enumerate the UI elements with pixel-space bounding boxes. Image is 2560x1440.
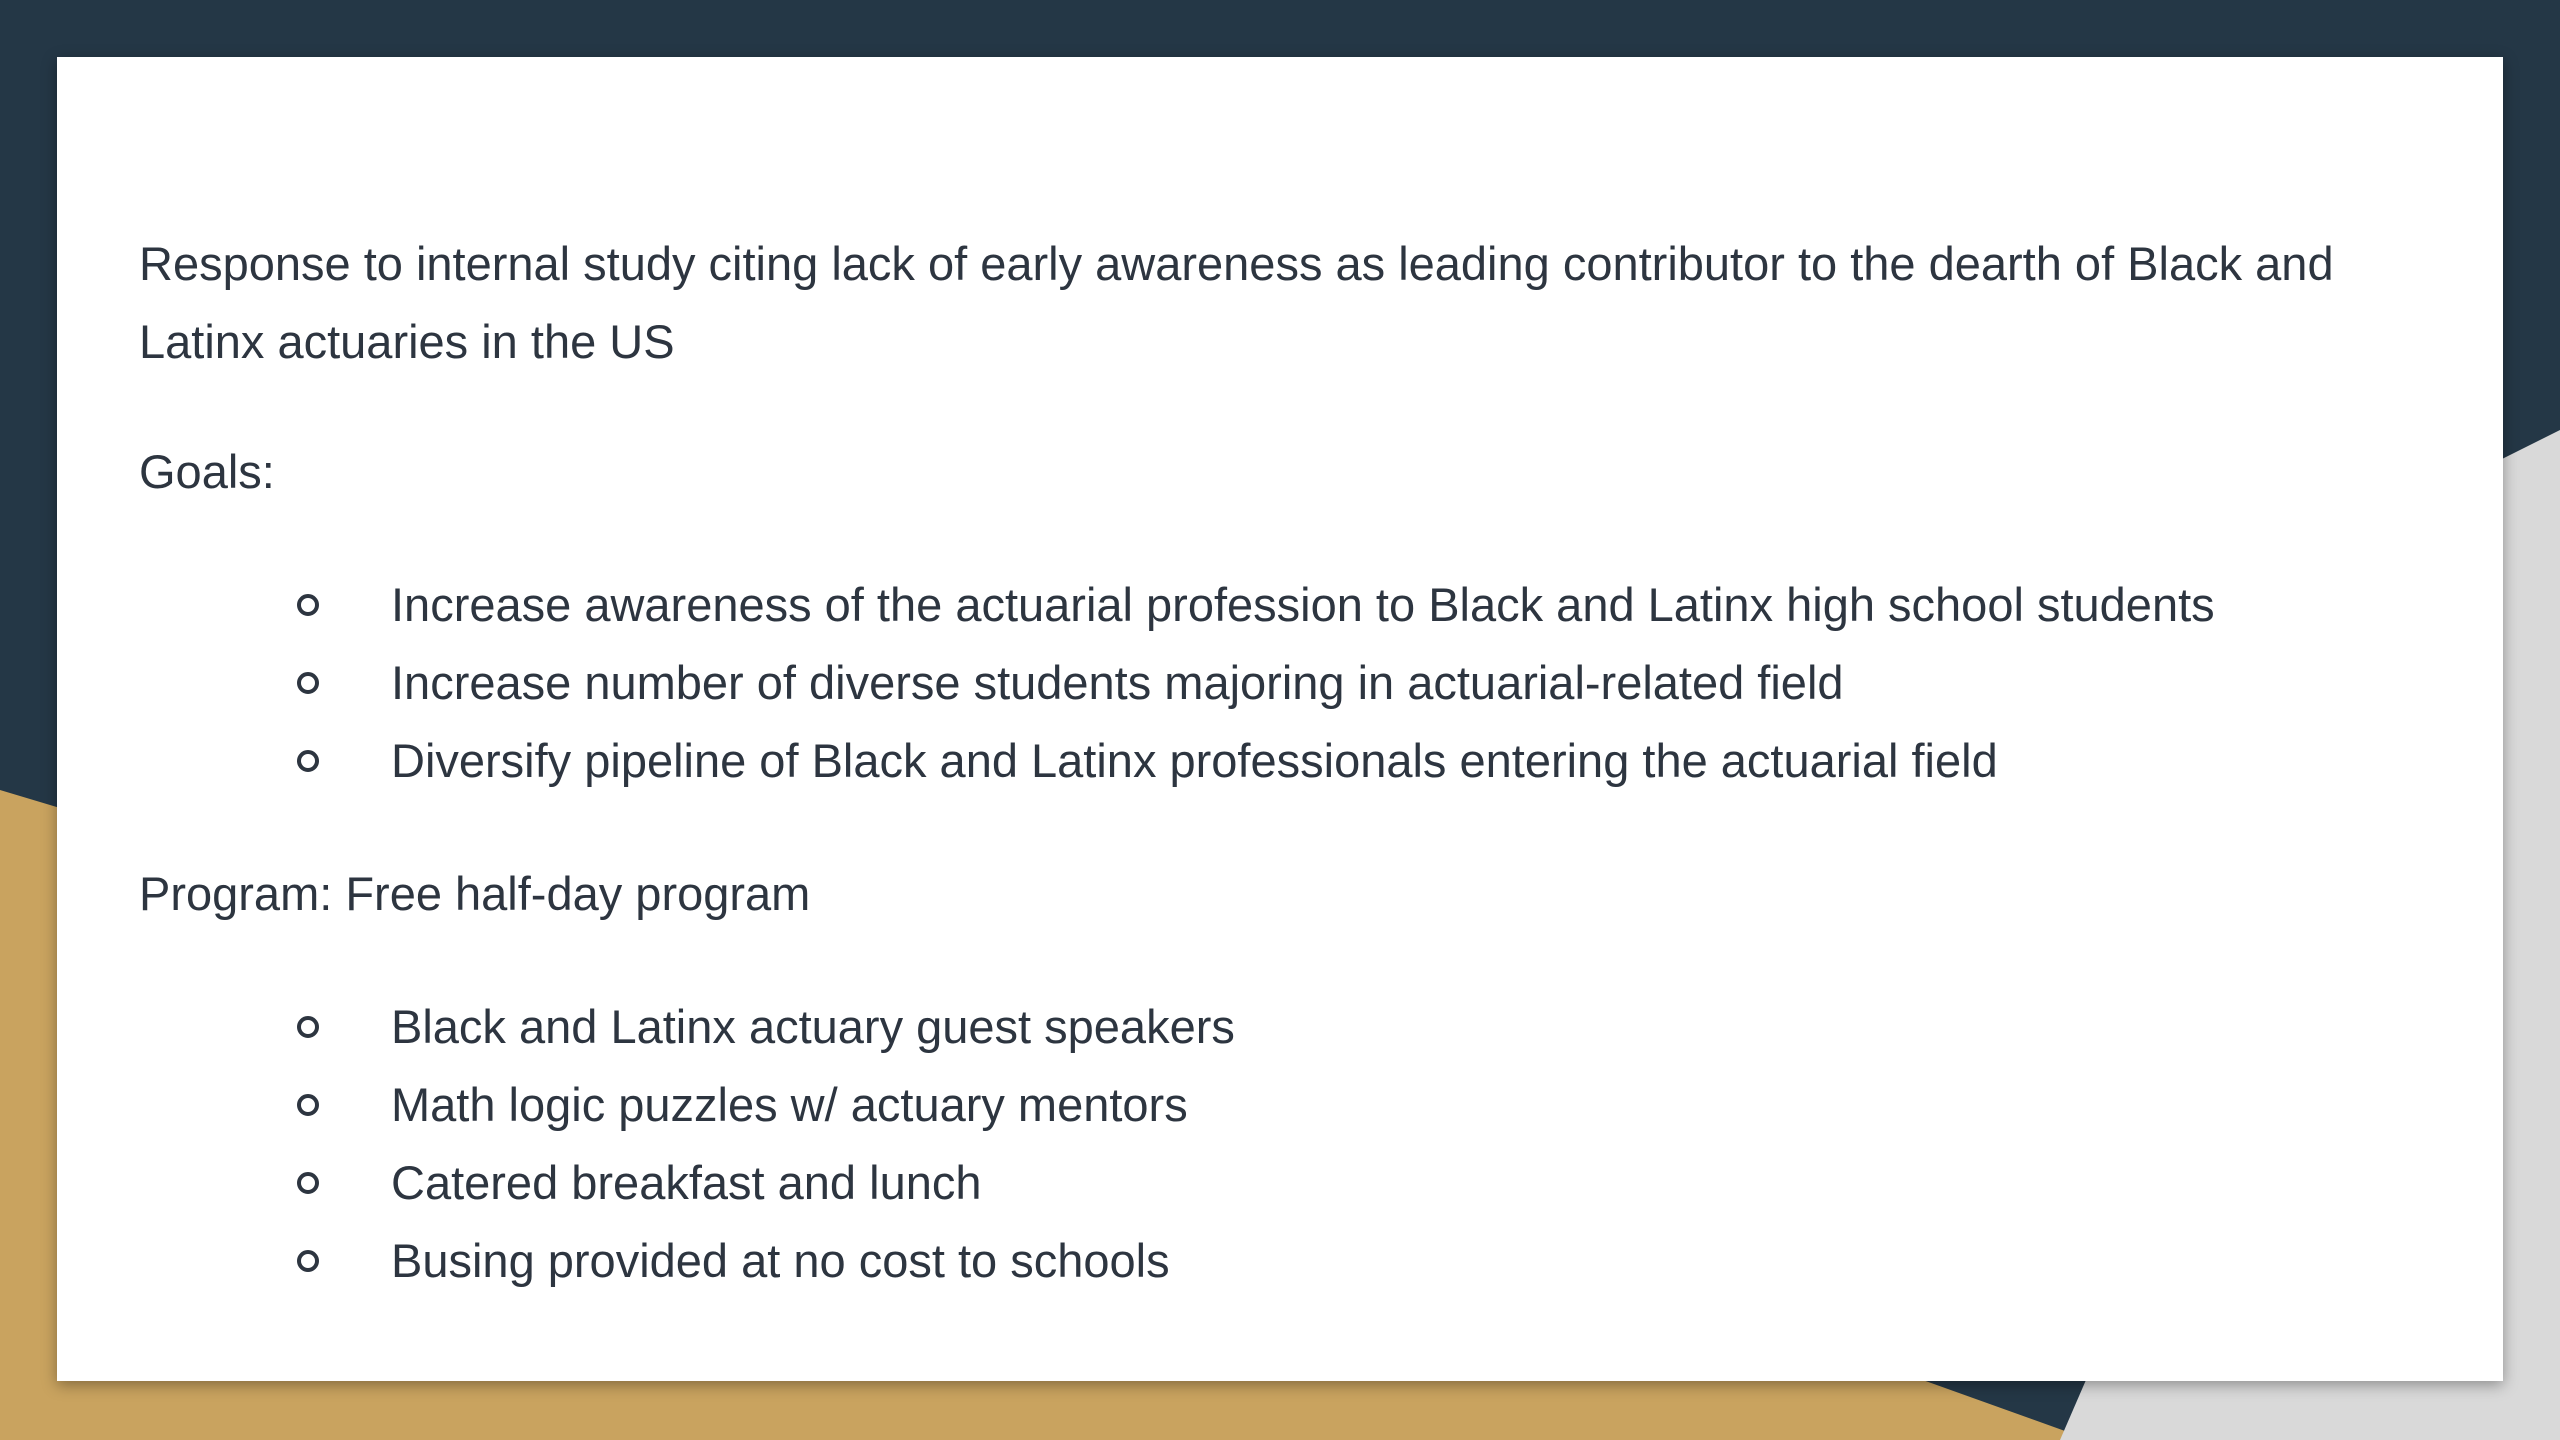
list-item (139, 1144, 2423, 1222)
hollow-circle-bullet-icon (297, 1094, 319, 1116)
list-item (139, 1066, 2423, 1144)
program-item-text: Busing provided at no cost to schools (391, 1234, 1170, 1287)
program-item-text: Black and Latinx actuary guest speakers (391, 1000, 1235, 1053)
goal-text: Diversify pipeline of Black and Latinx professionals entering the actuarial field (391, 734, 1998, 787)
hollow-circle-bullet-icon (297, 1250, 319, 1272)
hollow-circle-bullet-icon (297, 750, 319, 772)
goal-text: Increase awareness of the actuarial profession to Black and Latinx high school students (391, 578, 2215, 631)
hollow-circle-bullet-icon (297, 672, 319, 694)
goal-text: Increase number of diverse students majoring in actuarial-related field (391, 656, 1844, 709)
list-item (139, 722, 2423, 800)
hollow-circle-bullet-icon (297, 1016, 319, 1038)
list-item (139, 988, 2423, 1066)
list-item (139, 644, 2423, 722)
program-item-text: Catered breakfast and lunch (391, 1156, 982, 1209)
list-item (139, 1222, 2423, 1300)
program-heading: Program: Free half-day program (139, 867, 811, 920)
program-item-text: Math logic puzzles w/ actuary mentors (391, 1078, 1188, 1131)
hollow-circle-bullet-icon (297, 1172, 319, 1194)
goals-heading: Goals: (139, 445, 275, 498)
program-list (139, 988, 2423, 1300)
list-item (139, 566, 2423, 644)
intro-text: Response to internal study citing lack of early awareness as leading contributor to the dearth of Black and Latinx actuaries in the US (139, 237, 2334, 368)
goals-list (139, 566, 2423, 800)
slide-content (57, 57, 2503, 1381)
hollow-circle-bullet-icon (297, 594, 319, 616)
